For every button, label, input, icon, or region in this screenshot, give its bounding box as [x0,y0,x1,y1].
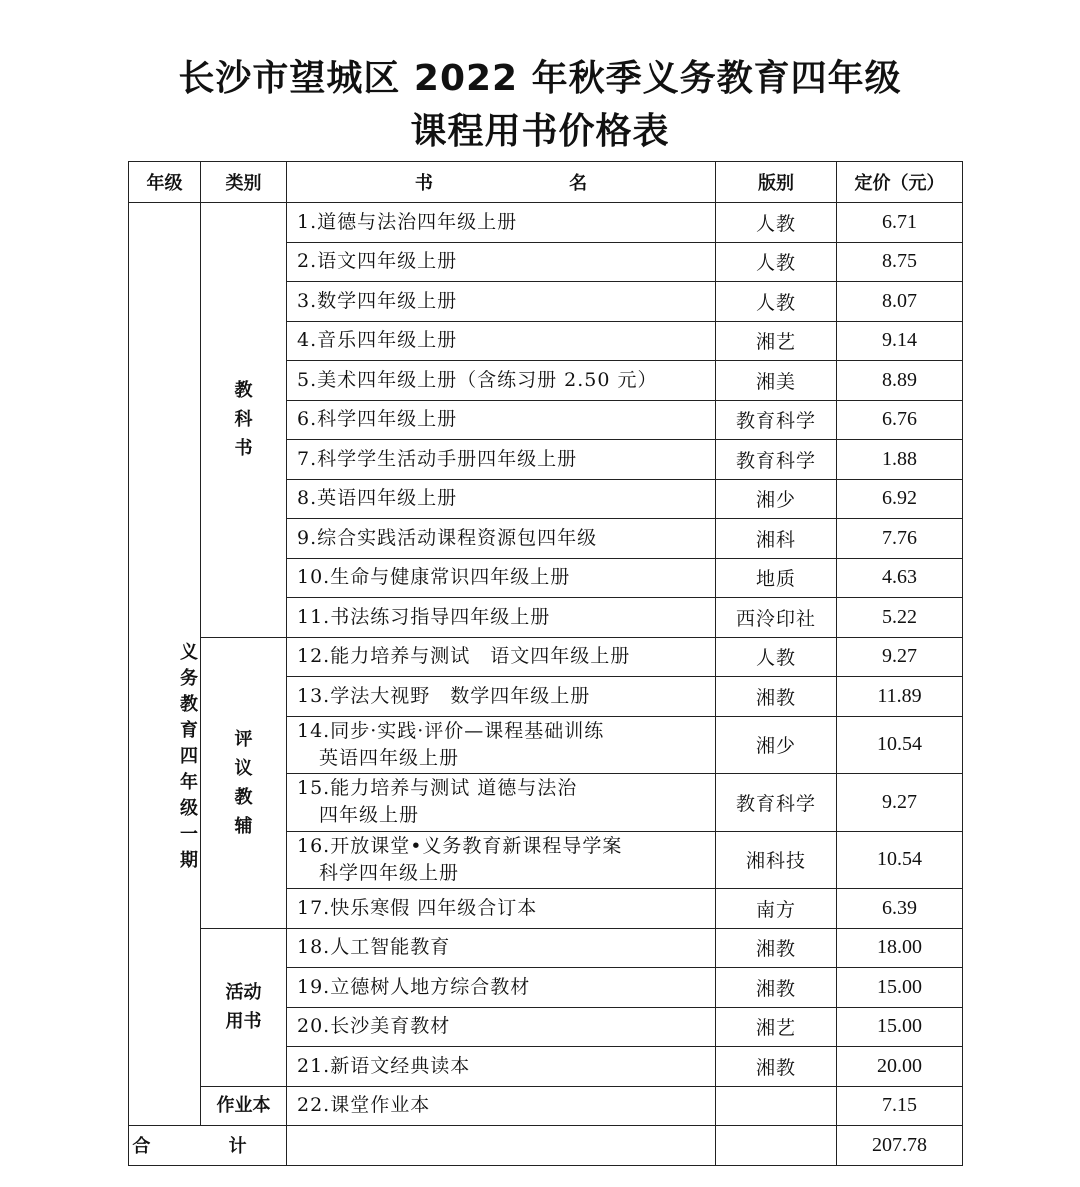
book-edition: 人教 [716,282,837,322]
header-grade: 年级 [129,162,201,203]
book-price: 6.92 [837,479,963,519]
book-edition: 湘教 [716,1047,837,1087]
book-name: 18.人工智能教育 [287,928,716,968]
book-name [287,774,716,832]
book-price: 15.00 [837,968,963,1008]
table-row [129,203,963,243]
book-name: 8.英语四年级上册 [287,479,716,519]
price-table [128,161,963,1166]
book-name: 13.学法大视野 数学四年级上册 [287,677,716,717]
book-name-line2: 四年级上册 [319,804,420,827]
total-empty-name [287,1126,716,1166]
book-name: 7.科学学生活动手册四年级上册 [287,440,716,480]
book-name-line1: 14.同步·实践·评价—课程基础训练 [297,719,605,742]
book-name-line2: 英语四年级上册 [319,746,460,769]
book-edition: 湘科 [716,519,837,559]
total-empty-edition [716,1126,837,1166]
category-textbook: 教科书 [201,203,287,638]
total-value: 207.78 [837,1126,963,1166]
book-name: 3.数学四年级上册 [287,282,716,322]
book-edition: 湘美 [716,361,837,401]
book-edition: 地质 [716,558,837,598]
grade-cell: 义务教育四年级一期 [129,203,201,1126]
header-book-name: 书 名 [287,162,716,203]
book-name: 20.长沙美育教材 [287,1007,716,1047]
book-edition: 湘艺 [716,321,837,361]
book-edition: 西泠印社 [716,598,837,638]
book-name: 19.立德树人地方综合教材 [287,968,716,1008]
book-edition: 人教 [716,242,837,282]
book-price: 15.00 [837,1007,963,1047]
book-price: 11.89 [837,677,963,717]
book-price: 7.76 [837,519,963,559]
page-title-line-2: 课程用书价格表 [410,111,670,152]
book-price: 8.07 [837,282,963,322]
book-price: 9.27 [837,637,963,677]
book-edition: 湘教 [716,968,837,1008]
total-row [129,1126,963,1166]
book-price: 7.15 [837,1086,963,1126]
table-row [129,637,963,677]
page-title-line-1: 长沙市望城区 2022 年秋季义务教育四年级 [178,58,902,99]
book-name: 22.课堂作业本 [287,1086,716,1126]
book-edition: 人教 [716,203,837,243]
book-edition: 湘少 [716,716,837,774]
category-activity: 活动用书 [201,928,287,1086]
book-name: 4.音乐四年级上册 [287,321,716,361]
category-review: 评议教辅 [201,637,287,928]
book-price: 20.00 [837,1047,963,1087]
book-price: 8.75 [837,242,963,282]
book-name: 11.书法练习指导四年级上册 [287,598,716,638]
book-price: 9.27 [837,774,963,832]
book-name: 12.能力培养与测试 语文四年级上册 [287,637,716,677]
header-edition: 版别 [716,162,837,203]
book-price: 6.71 [837,203,963,243]
book-edition: 湘艺 [716,1007,837,1047]
book-name: 6.科学四年级上册 [287,400,716,440]
book-price: 4.63 [837,558,963,598]
book-name: 5.美术四年级上册（含练习册 2.50 元） [287,361,716,401]
book-name: 21.新语文经典读本 [287,1047,716,1087]
table-row [129,928,963,968]
book-edition: 教育科学 [716,400,837,440]
book-name [287,831,716,889]
book-name: 2.语文四年级上册 [287,242,716,282]
book-price: 5.22 [837,598,963,638]
book-name-line1: 16.开放课堂•义务教育新课程导学案 [297,834,623,857]
book-edition: 教育科学 [716,774,837,832]
book-name: 1.道德与法治四年级上册 [287,203,716,243]
header-category: 类别 [201,162,287,203]
book-price: 8.89 [837,361,963,401]
book-name [287,716,716,774]
book-edition: 人教 [716,637,837,677]
book-name: 10.生命与健康常识四年级上册 [287,558,716,598]
book-price: 9.14 [837,321,963,361]
book-name-line2: 科学四年级上册 [319,861,460,884]
book-price: 10.54 [837,831,963,889]
book-edition: 教育科学 [716,440,837,480]
book-edition: 湘科技 [716,831,837,889]
book-price: 1.88 [837,440,963,480]
book-edition: 湘教 [716,677,837,717]
book-price: 10.54 [837,716,963,774]
book-name-line1: 15.能力培养与测试 道德与法治 [297,777,578,800]
book-edition: 湘教 [716,928,837,968]
book-price: 18.00 [837,928,963,968]
book-edition: 南方 [716,889,837,929]
category-workbook: 作业本 [201,1086,287,1126]
book-edition: 湘少 [716,479,837,519]
header-price: 定价（元） [837,162,963,203]
book-price: 6.39 [837,889,963,929]
book-price: 6.76 [837,400,963,440]
book-edition [716,1086,837,1126]
total-label: 合 计 [129,1126,287,1166]
table-header-row [129,162,963,203]
book-name: 9.综合实践活动课程资源包四年级 [287,519,716,559]
table-row [129,1086,963,1126]
book-name: 17.快乐寒假 四年级合订本 [287,889,716,929]
